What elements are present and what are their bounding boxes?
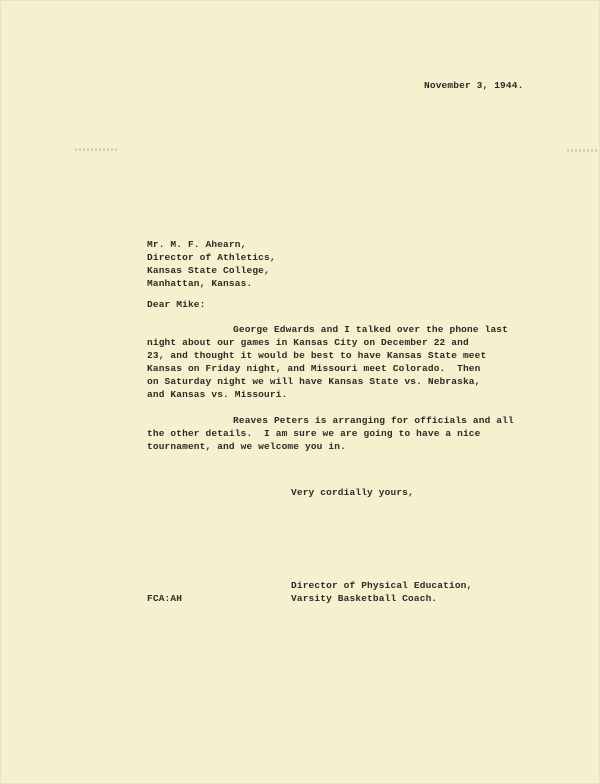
signature-title-line: Director of Physical Education, [291, 580, 473, 591]
paper-mark-left [75, 148, 117, 151]
salutation: Dear Mike: [147, 299, 206, 310]
body-line: George Edwards and I talked over the phone last [233, 324, 508, 335]
closing: Very cordially yours, [291, 487, 414, 498]
recipient-line: Kansas State College, [147, 265, 270, 276]
letter-date: November 3, 1944. [424, 80, 524, 91]
typist-initials: FCA:AH [147, 593, 183, 604]
recipient-line: Mr. M. F. Ahearn, [147, 239, 247, 250]
body-line: 23, and thought it would be best to have Kansas State meet [147, 350, 487, 361]
recipient-line: Director of Athletics, [147, 252, 276, 263]
body-line: and Kansas vs. Missouri. [147, 389, 288, 400]
body-line: Kansas on Friday night, and Missouri meet Colorado. Then [147, 363, 481, 374]
signature-title-line: Varsity Basketball Coach. [291, 593, 438, 604]
body-line: night about our games in Kansas City on December 22 and [147, 337, 469, 348]
recipient-line: Manhattan, Kansas. [147, 278, 253, 289]
body-line: on Saturday night we will have Kansas State vs. Nebraska, [147, 376, 481, 387]
body-line: Reaves Peters is arranging for officials and all [233, 415, 514, 426]
body-line: the other details. I am sure we are going to have a nice [147, 428, 481, 439]
paper-mark-right [567, 149, 599, 152]
body-line: tournament, and we welcome you in. [147, 441, 346, 452]
